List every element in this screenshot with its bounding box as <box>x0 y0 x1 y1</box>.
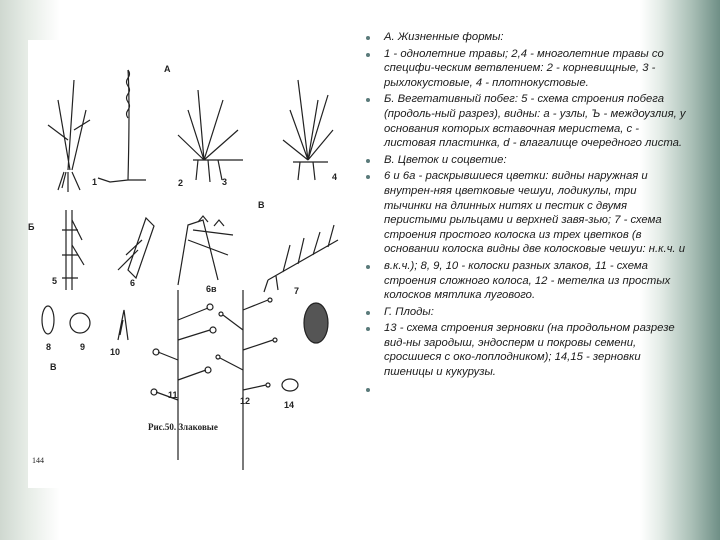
figure-label-b: Б <box>28 222 35 232</box>
bullet-dot-icon <box>366 388 370 392</box>
figure-label-12: 12 <box>240 396 251 406</box>
figure-label-v-bottom: В <box>50 362 57 372</box>
bullet-item <box>362 47 687 91</box>
bullet-text: 6 и 6а - раскрывшиеся цветки: видны наружная и внутрен-няя цветковые чешуи, лодикулы, три тычинки на длинных нитях и пестик с двумя перистыми рыльцами и верхней завя-зью; 7 - схема строения простого колоска из трех цветков (в основании колоска видны две колосковые чешуи: н.к.ч. и <box>384 170 685 256</box>
bullet-dot-icon <box>366 53 370 57</box>
bullet-item <box>362 169 687 257</box>
figure-caption: Рис.50. Злаковые <box>148 422 218 432</box>
bullet-item <box>362 305 687 320</box>
bullet-item <box>362 30 687 45</box>
figure-label-7: 7 <box>294 286 300 296</box>
figure-label-1: 1 <box>92 177 98 187</box>
bullet-text: А. Жизненные формы: <box>384 31 504 43</box>
bullet-item <box>362 153 687 168</box>
bullet-dot-icon <box>366 98 370 102</box>
bullet-item <box>362 321 687 379</box>
figure-label-a: А <box>164 64 171 74</box>
bullet-text: в.к.ч.); 8, 9, 10 - колоски разных злаков, 11 - схема строения сложного колоса, 12 - метелка из простых колосков мятлика лугового. <box>384 259 671 302</box>
figure-label-6: 6 <box>130 278 136 288</box>
figure-label-8: 8 <box>46 342 52 352</box>
bullet-dot-icon <box>366 175 370 179</box>
page-number: 144 <box>32 456 44 465</box>
figure-label-3: 3 <box>222 177 228 187</box>
bullet-text: В. Цветок и соцветие: <box>384 153 507 166</box>
figure-label-10: 10 <box>110 347 121 357</box>
figure-label-11: 11 <box>168 390 178 400</box>
grasses-figure <box>28 40 348 488</box>
bullet-dot-icon <box>366 265 370 269</box>
figure-label-14: 14 <box>284 400 295 410</box>
figure-label-2: 2 <box>178 178 184 188</box>
figure-label-6v: 6в <box>206 284 217 294</box>
bullet-text: 13 - схема строения зерновки (на продольном разрезе вид-ны зародыш, эндосперм и покровы семени, сросшиеся с око-лоплодником); 14,15 - зерновки пшеницы и кукурузы. <box>384 322 675 379</box>
bullet-dot-icon <box>366 311 370 315</box>
bullet-text: Б. Вегетативный побег: 5 - схема строения побега (продоль-ный разрез), видны: а - узлы, Ъ - междоузлия, у основания которых вставочная меристема, с - листовая пластинка, d - влагалище очередного листа. <box>384 93 686 150</box>
bullet-text: 1 - однолетние травы; 2,4 - многолетние травы со специфи-ческим ветвлением: 2 - корневищные, 3 - рыхлокустовые, 4 - плотнокустовые. <box>384 47 664 89</box>
bullet-item <box>362 259 687 303</box>
bullet-dot-icon <box>366 159 370 163</box>
figure-label-5: 5 <box>52 276 58 286</box>
bullet-dot-icon <box>366 36 370 40</box>
grasses-drawing <box>28 40 348 488</box>
bullet-list <box>362 30 687 380</box>
bullet-dot-icon <box>366 327 370 331</box>
text-column <box>362 30 687 382</box>
bullet-text: Г. Плоды: <box>384 305 434 318</box>
figure-label-4: 4 <box>332 172 338 182</box>
bullet-item <box>362 92 687 150</box>
figure-label-9: 9 <box>80 342 86 352</box>
figure-label-v-top: В <box>258 200 265 210</box>
